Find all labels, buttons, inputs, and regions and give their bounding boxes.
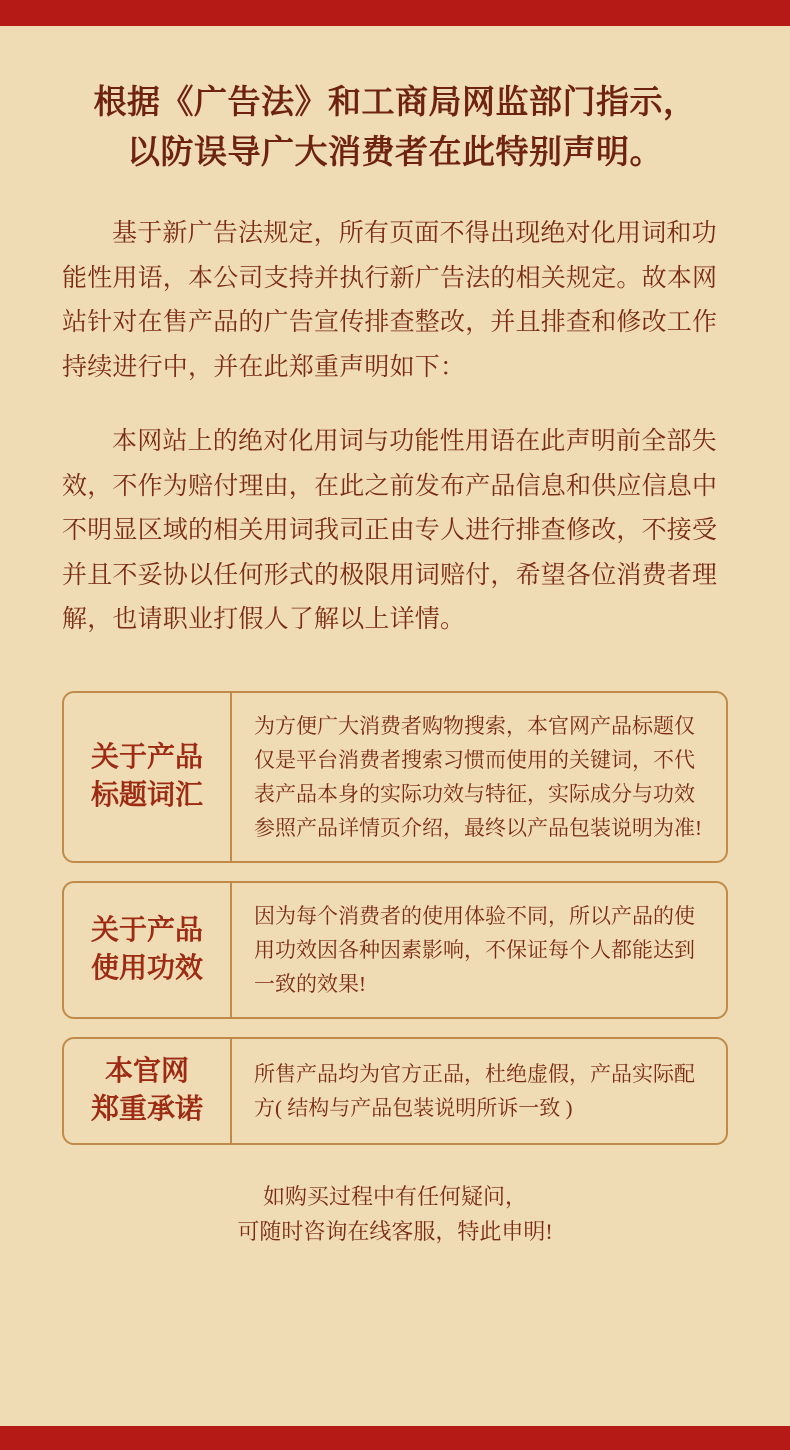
card-body: [232, 693, 726, 861]
card-body-text: 所售产品均为官方正品，杜绝虚假，产品实际配方( 结构与产品包装说明所诉一致 ): [254, 1061, 695, 1120]
statement-paragraph-2: 本网站上的绝对化用词与功能性用语在此声明前全部失效，不作为赔付理由，在此之前发布产品信息和供应信息中不明显区域的相关用词我司正由专人进行排查修改，不接受并且不妥协以任何形式的极限用词赔付，希望各位消费者理解，也请职业打假人了解以上详情。: [62, 428, 718, 634]
statement-content: [0, 26, 790, 1426]
card-title-line-2: 标题词汇: [90, 779, 203, 811]
card-body: [232, 1039, 726, 1143]
card-title-line-2: 使用功效: [90, 952, 203, 984]
bottom-red-bar: [0, 1426, 790, 1450]
card-title-line-1: 关于产品: [90, 915, 203, 947]
card-title-line-2: 郑重承诺: [90, 1093, 203, 1125]
card-product-title-terms: [62, 691, 728, 863]
footer-note-line-2: 可随时咨询在线客服，特此申明!: [237, 1218, 553, 1244]
card-body-text: 为方便广大消费者购物搜索，本官网产品标题仅仅是平台消费者搜索习惯而使用的关键词，不代表产品本身的实际功效与特征，实际成分与功效参照产品详情页介绍，最终以产品包装说明为准!: [254, 713, 702, 840]
page-title-line-1: 根据《广告法》和工商局网监部门指示，: [93, 85, 697, 121]
footer-note-line-1: 如购买过程中有任何疑问，: [262, 1183, 527, 1209]
card-product-efficacy: [62, 881, 728, 1019]
card-official-promise: [62, 1037, 728, 1145]
page-title: [62, 26, 728, 178]
card-title: [64, 883, 232, 1017]
top-red-bar: [0, 0, 790, 26]
card-title: [64, 693, 232, 861]
card-title-line-1: 本官网: [104, 1055, 189, 1087]
statement-card-list: [62, 691, 728, 1145]
page-title-line-2: 以防误导广大消费者在此特别声明。: [127, 135, 663, 172]
footer-note: [62, 1179, 728, 1269]
card-title-line-1: 关于产品: [90, 742, 203, 774]
card-body-text: 因为每个消费者的使用体验不同，所以产品的使用功效因各种因素影响，不保证每个人都能达到一致的效果!: [254, 903, 695, 996]
statement-paragraph-1: 基于新广告法规定，所有页面不得出现绝对化用词和功能性用语，本公司支持并执行新广告法的相关规定。故本网站针对在售产品的广告宣传排查整改，并且排查和修改工作持续进行中，并在此郑重声明如下：: [62, 220, 718, 381]
card-title: [64, 1039, 232, 1143]
card-body: [232, 883, 726, 1017]
